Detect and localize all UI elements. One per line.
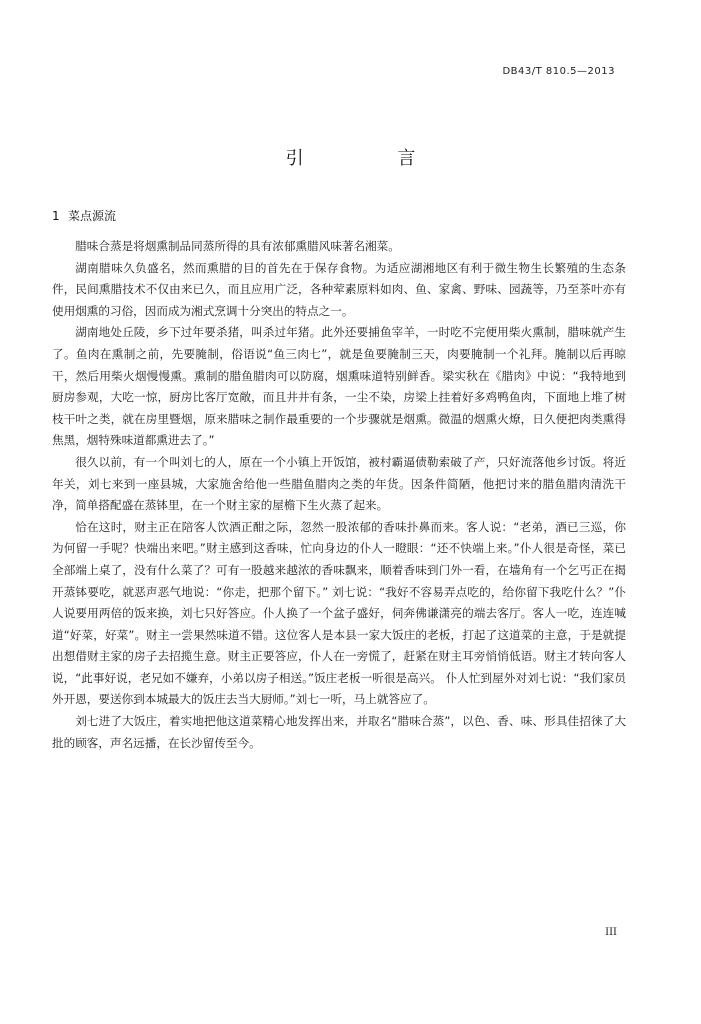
paragraph: 湖南地处丘陵，乡下过年要杀猪，叫杀过年猪。此外还要捕鱼宰羊，一时吃不完便用柴火熏制，腊味就产生了。鱼肉在熏制之前，先要腌制，俗语说“鱼三肉七”，就是鱼要腌制三天，肉要腌制一个礼拜。腌制以后再晾干，然后用柴火烟慢慢熏。熏制的腊鱼腊肉可以防腐，烟熏味道特别鲜香。梁实秋在《腊肉》中说：“我特地到厨房参观，大吃一惊，厨房比客厅宽敞，而且井井有条，一尘不染，房梁上挂着好多鸡鸭鱼肉，下面地上堆了树枝干叶之类，就在房里暨烟，原来腊味之制作最重要的一个步骤就是烟熏。微温的烟熏火燎，日久便把肉类熏得焦黑，烟特殊味道都熏进去了。” [52, 325, 626, 448]
section-number: 1 [52, 209, 60, 223]
standard-code: DB43/T 810.5—2013 [502, 66, 615, 77]
paragraph: 很久以前，有一个叫刘七的人，原在一个小镇上开饭馆，被村霸逼债勒索破了产，只好流落他乡讨饭。将近年关，刘七来到一座县城，大家施舍给他一些腊鱼腊肉之类的年货。因条件简陋，他把讨来的腊鱼腊肉清洗干净，简单搭配盛在蒸钵里，在一个财主家的屋檐下生火蒸了起来。 [52, 454, 626, 513]
section-heading [52, 207, 116, 224]
section-title: 菜点源流 [68, 209, 117, 223]
page-number: III [605, 927, 617, 938]
page-title: 引 言 [285, 148, 460, 169]
paragraph: 刘七进了大饭庄，着实地把他这道菜精心地发挥出来，并取名“腊味合蒸”，以色、香、味、形具佳招徕了大批的顾客，声名远播，在长沙留传至今。 [52, 714, 626, 750]
section-body [52, 236, 626, 754]
paragraph: 湖南腊味久负盛名，然而熏腊的目的首先在于保存食物。为适应湖湘地区有利于微生物生长繁殖的生态条件，民间熏腊技术不仅由来已久，而且应用广泛，各种荤素原料如肉、鱼、家禽、野味、园蔬等，乃至茶叶亦有使用烟熏的习俗，因而成为湘式烹调十分突出的特点之一。 [52, 260, 626, 318]
paragraph: 腊味合蒸是将烟熏制品同蒸所得的具有浓郁熏腊风味著名湘菜。 [75, 239, 400, 253]
paragraph: 恰在这时，财主正在陪客人饮酒正酣之际，忽然一股浓郁的香味扑鼻而来。客人说：“老弟，酒已三巡，你为何留一手呢？快端出来吧。”财主感到这香味，忙向身边的仆人一瞪眼：“还不快端上来。”仆人很是奇怪，菜已全部端上桌了，没有什么菜了？可有一股越来越浓的香味飘来，顺着香味到门外一看，在墙角有一个乞丐正在揭开蒸钵要吃，就恶声恶气地说：“你走，把那个留下。” 刘七说：“我好不容易弄点吃的，给你留下我吃什么？”仆人说要用两倍的饭来换，刘七只好答应。仆人换了一个盆子盛好，伺奔佛谦潇亮的端去客厅。客人一吃，连连喊道“好菜，好菜”。财主一尝果然味道不错。这位客人是本县一家大饭庄的老板，打起了这道菜的主意，于是就提出想借财主家的房子去招揽生意。财主正要答应，仆人在一旁慌了，赶紧在财主耳旁悄悄低语。财主才转向客人说，“此事好说，老兄如不嫌弃，小弟以房子相送。”饭庄老板一听很是高兴。 仆人忙到屋外对刘七说：“我们家员外开恩，要送你到本城最大的饭庄去当大厨师。”刘七一听，马上就答应了。 [52, 519, 626, 707]
